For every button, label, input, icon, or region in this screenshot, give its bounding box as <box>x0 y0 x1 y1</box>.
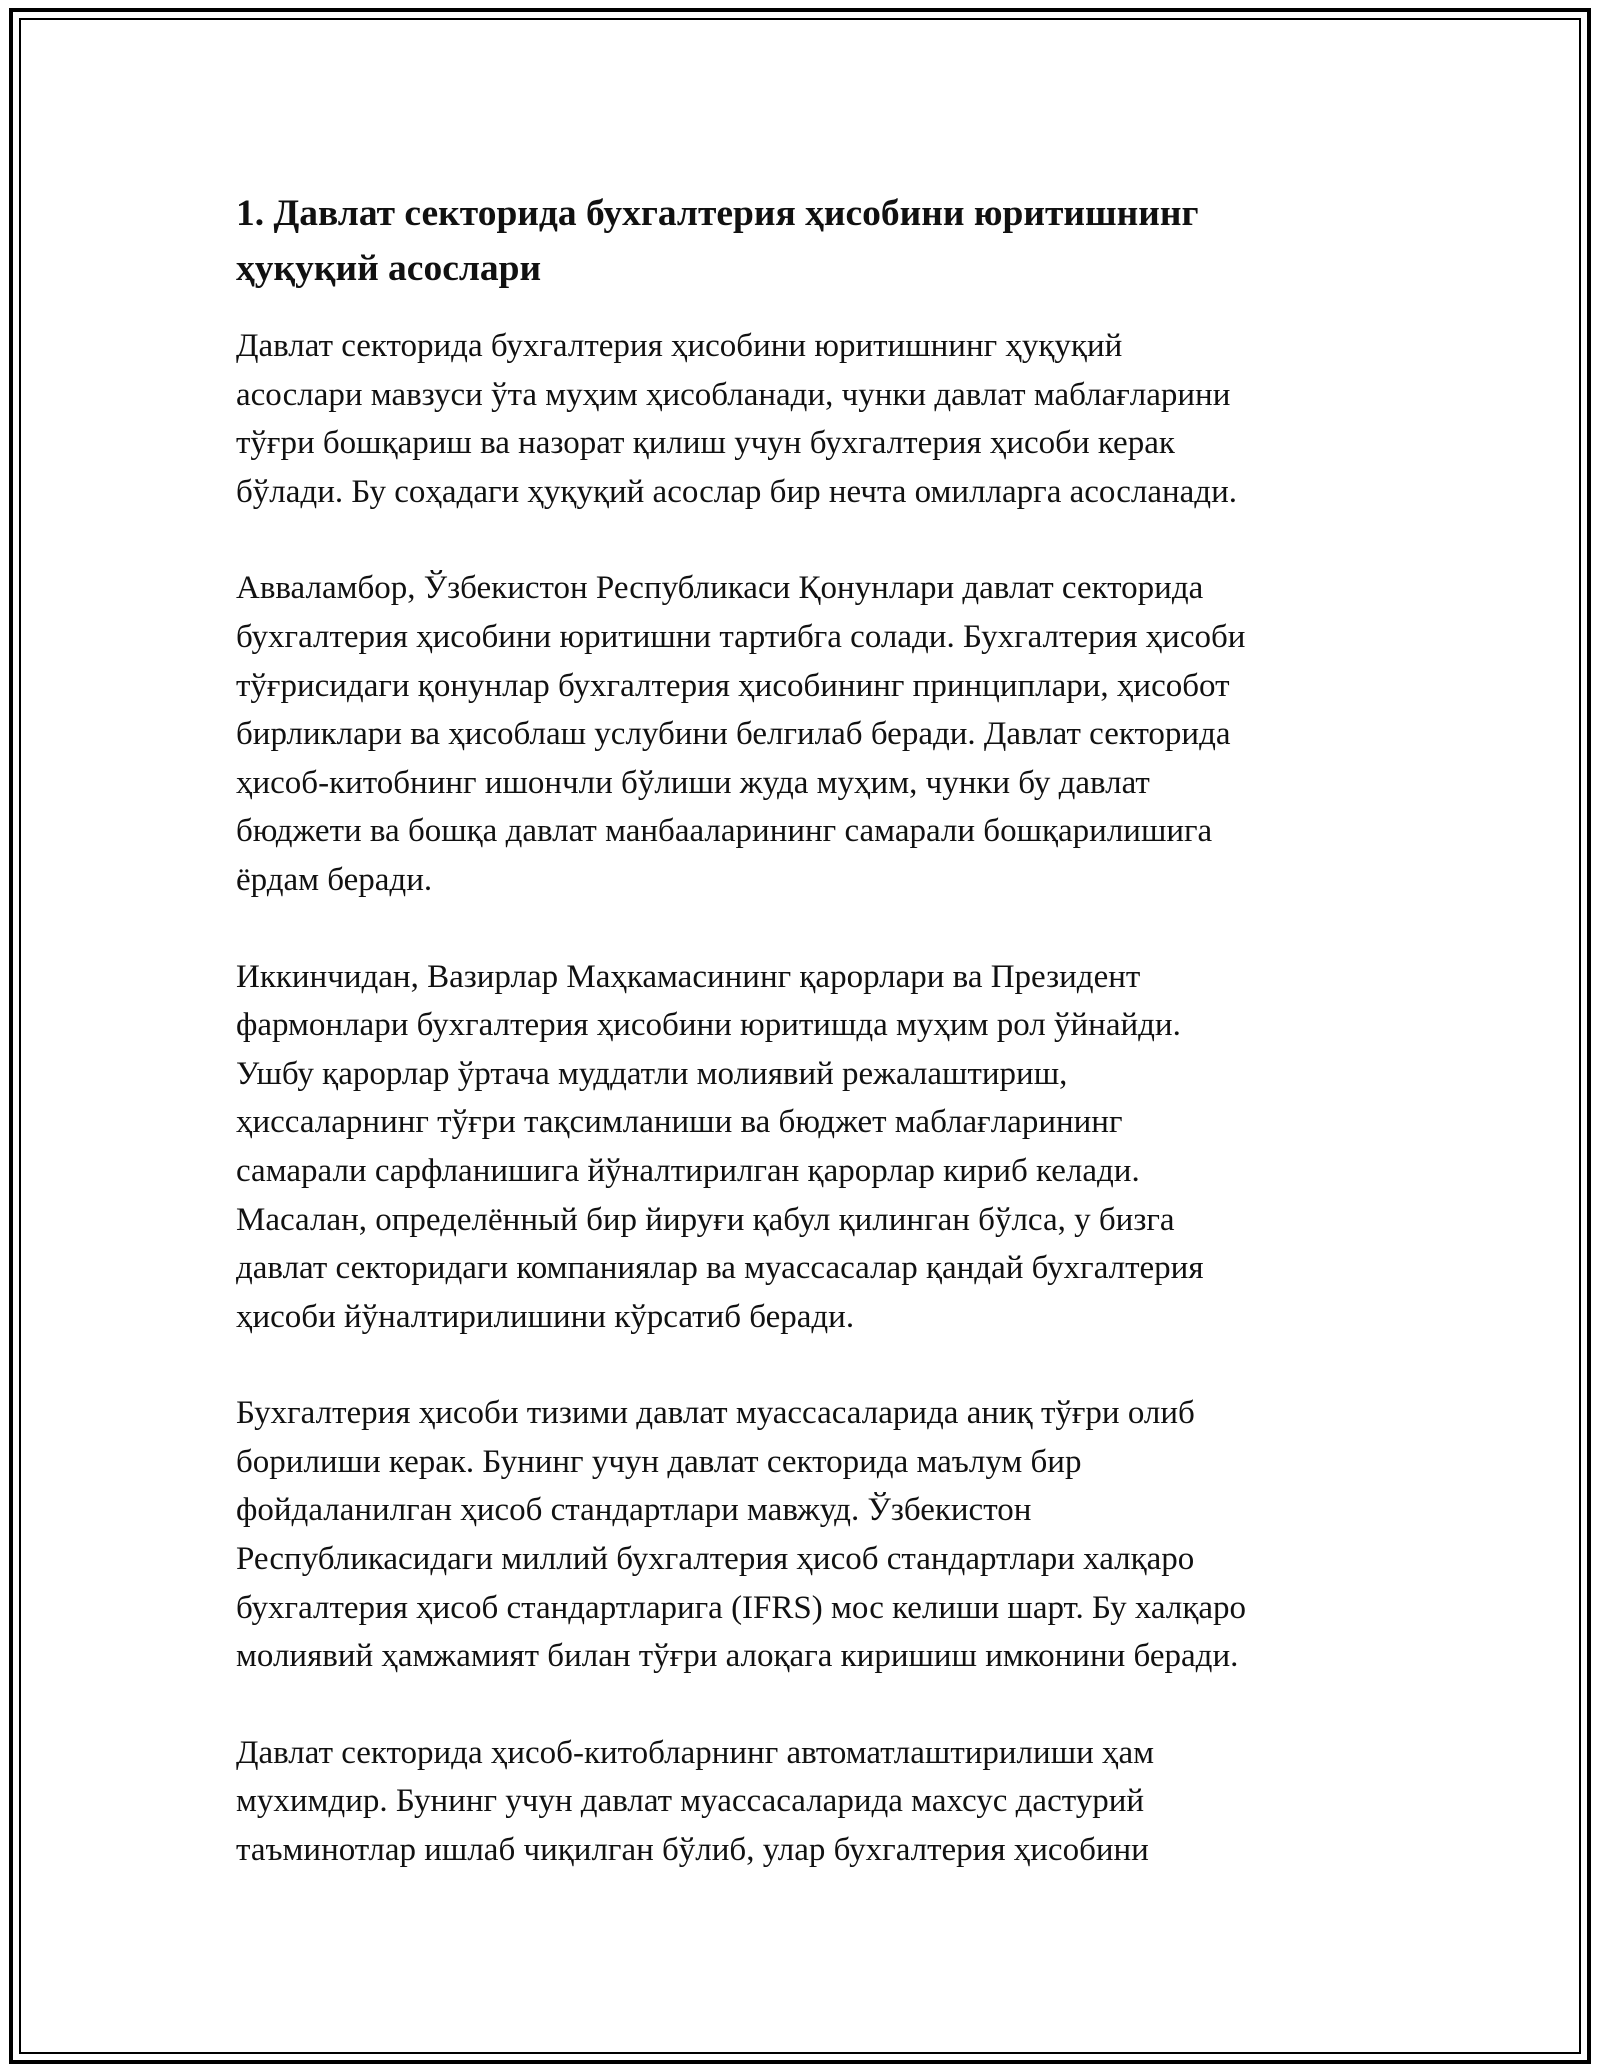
paragraph-intro <box>236 322 1416 516</box>
text-line: мухимдир. Бунинг учун давлат муассасаларида махсус дастурий <box>236 1783 1145 1820</box>
document-body <box>236 186 1416 1923</box>
text-line: бюджети ва бошқа давлат манбааларининг самарали бошқарилишига <box>236 813 1213 850</box>
text-line: бухгалтерия ҳисобини юритишни тартибга солади. Бухгалтерия ҳисоби <box>236 618 1246 655</box>
text-line: Масалан, определённый бир йируғи қабул қилинган бўлса, у бизга <box>236 1201 1175 1238</box>
text-line: ҳисоб-китобнинг ишончли бўлиши жуда муҳим, чунки бу давлат <box>236 764 1150 801</box>
text-line: таъминотлар ишлаб чиқилган бўлиб, улар бухгалтерия ҳисобини <box>236 1832 1149 1869</box>
paragraph-decrees <box>236 953 1416 1342</box>
text-line: Бухгалтерия ҳисоби тизими давлат муассасаларида аниқ тўғри олиб <box>236 1395 1195 1432</box>
text-line: фармонлари бухгалтерия ҳисобини юритишда муҳим рол ўйнайди. <box>236 1007 1181 1044</box>
paragraph-standards <box>236 1389 1416 1681</box>
text-line: бўлади. Бу соҳадаги ҳуқуқий асослар бир нечта омилларга асосланади. <box>236 473 1237 510</box>
text-line: тўғрисидаги қонунлар бухгалтерия ҳисобининг принциплари, ҳисобот <box>236 667 1230 704</box>
text-line: борилиши керак. Бунинг учун давлат секторида маълум бир <box>236 1443 1082 1480</box>
text-line: Давлат секторида ҳисоб-китобларнинг автоматлаштирилиши ҳам <box>236 1734 1155 1771</box>
section-heading <box>236 186 1416 296</box>
heading-line: 1. Давлат секторида бухгалтерия ҳисобини юритишнинг <box>236 193 1199 234</box>
paragraph-laws <box>236 564 1416 904</box>
text-line: Иккинчидан, Вазирлар Маҳкамасининг қарорлари ва Президент <box>236 958 1141 995</box>
text-line: Ушбу қарорлар ўртача муддатли молиявий режалаштириш, <box>236 1055 1068 1092</box>
text-line: фойдаланилган ҳисоб стандартлари мавжуд. Ўзбекистон <box>236 1492 1032 1529</box>
paragraph-automation <box>236 1729 1416 1875</box>
text-line: бирликлари ва ҳисоблаш услубини белгилаб беради. Давлат секторида <box>236 716 1231 753</box>
text-line: Республикасидаги миллий бухгалтерия ҳисоб стандартлари халқаро <box>236 1541 1195 1578</box>
text-line: ҳисоби йўналтирилишини кўрсатиб беради. <box>236 1298 855 1335</box>
text-line: давлат секторидаги компаниялар ва муассасалар қандай бухгалтерия <box>236 1250 1204 1287</box>
text-line: тўғри бошқариш ва назорат қилиш учун бухгалтерия ҳисоби керак <box>236 425 1175 462</box>
text-line: асослари мавзуси ўта муҳим ҳисобланади, чунки давлат маблағларини <box>236 376 1231 413</box>
text-line: Давлат секторида бухгалтерия ҳисобини юритишнинг ҳуқуқий <box>236 328 1123 364</box>
text-line: ёрдам беради. <box>236 861 433 898</box>
text-line: самарали сарфланишига йўналтирилган қарорлар кириб келади. <box>236 1152 1140 1189</box>
text-line: бухгалтерия ҳисоб стандартларига (IFRS) мос келиши шарт. Бу халқаро <box>236 1589 1246 1626</box>
text-line: ҳиссаларнинг тўғри тақсимланиши ва бюджет маблағларининг <box>236 1104 1123 1141</box>
heading-line: ҳуқуқий асослари <box>236 248 542 289</box>
text-line: Авваламбор, Ўзбекистон Республикаси Қонунлари давлат секторида <box>236 570 1204 607</box>
text-line: молиявий ҳамжамият билан тўғри алоқага киришиш имконини беради. <box>236 1638 1239 1675</box>
